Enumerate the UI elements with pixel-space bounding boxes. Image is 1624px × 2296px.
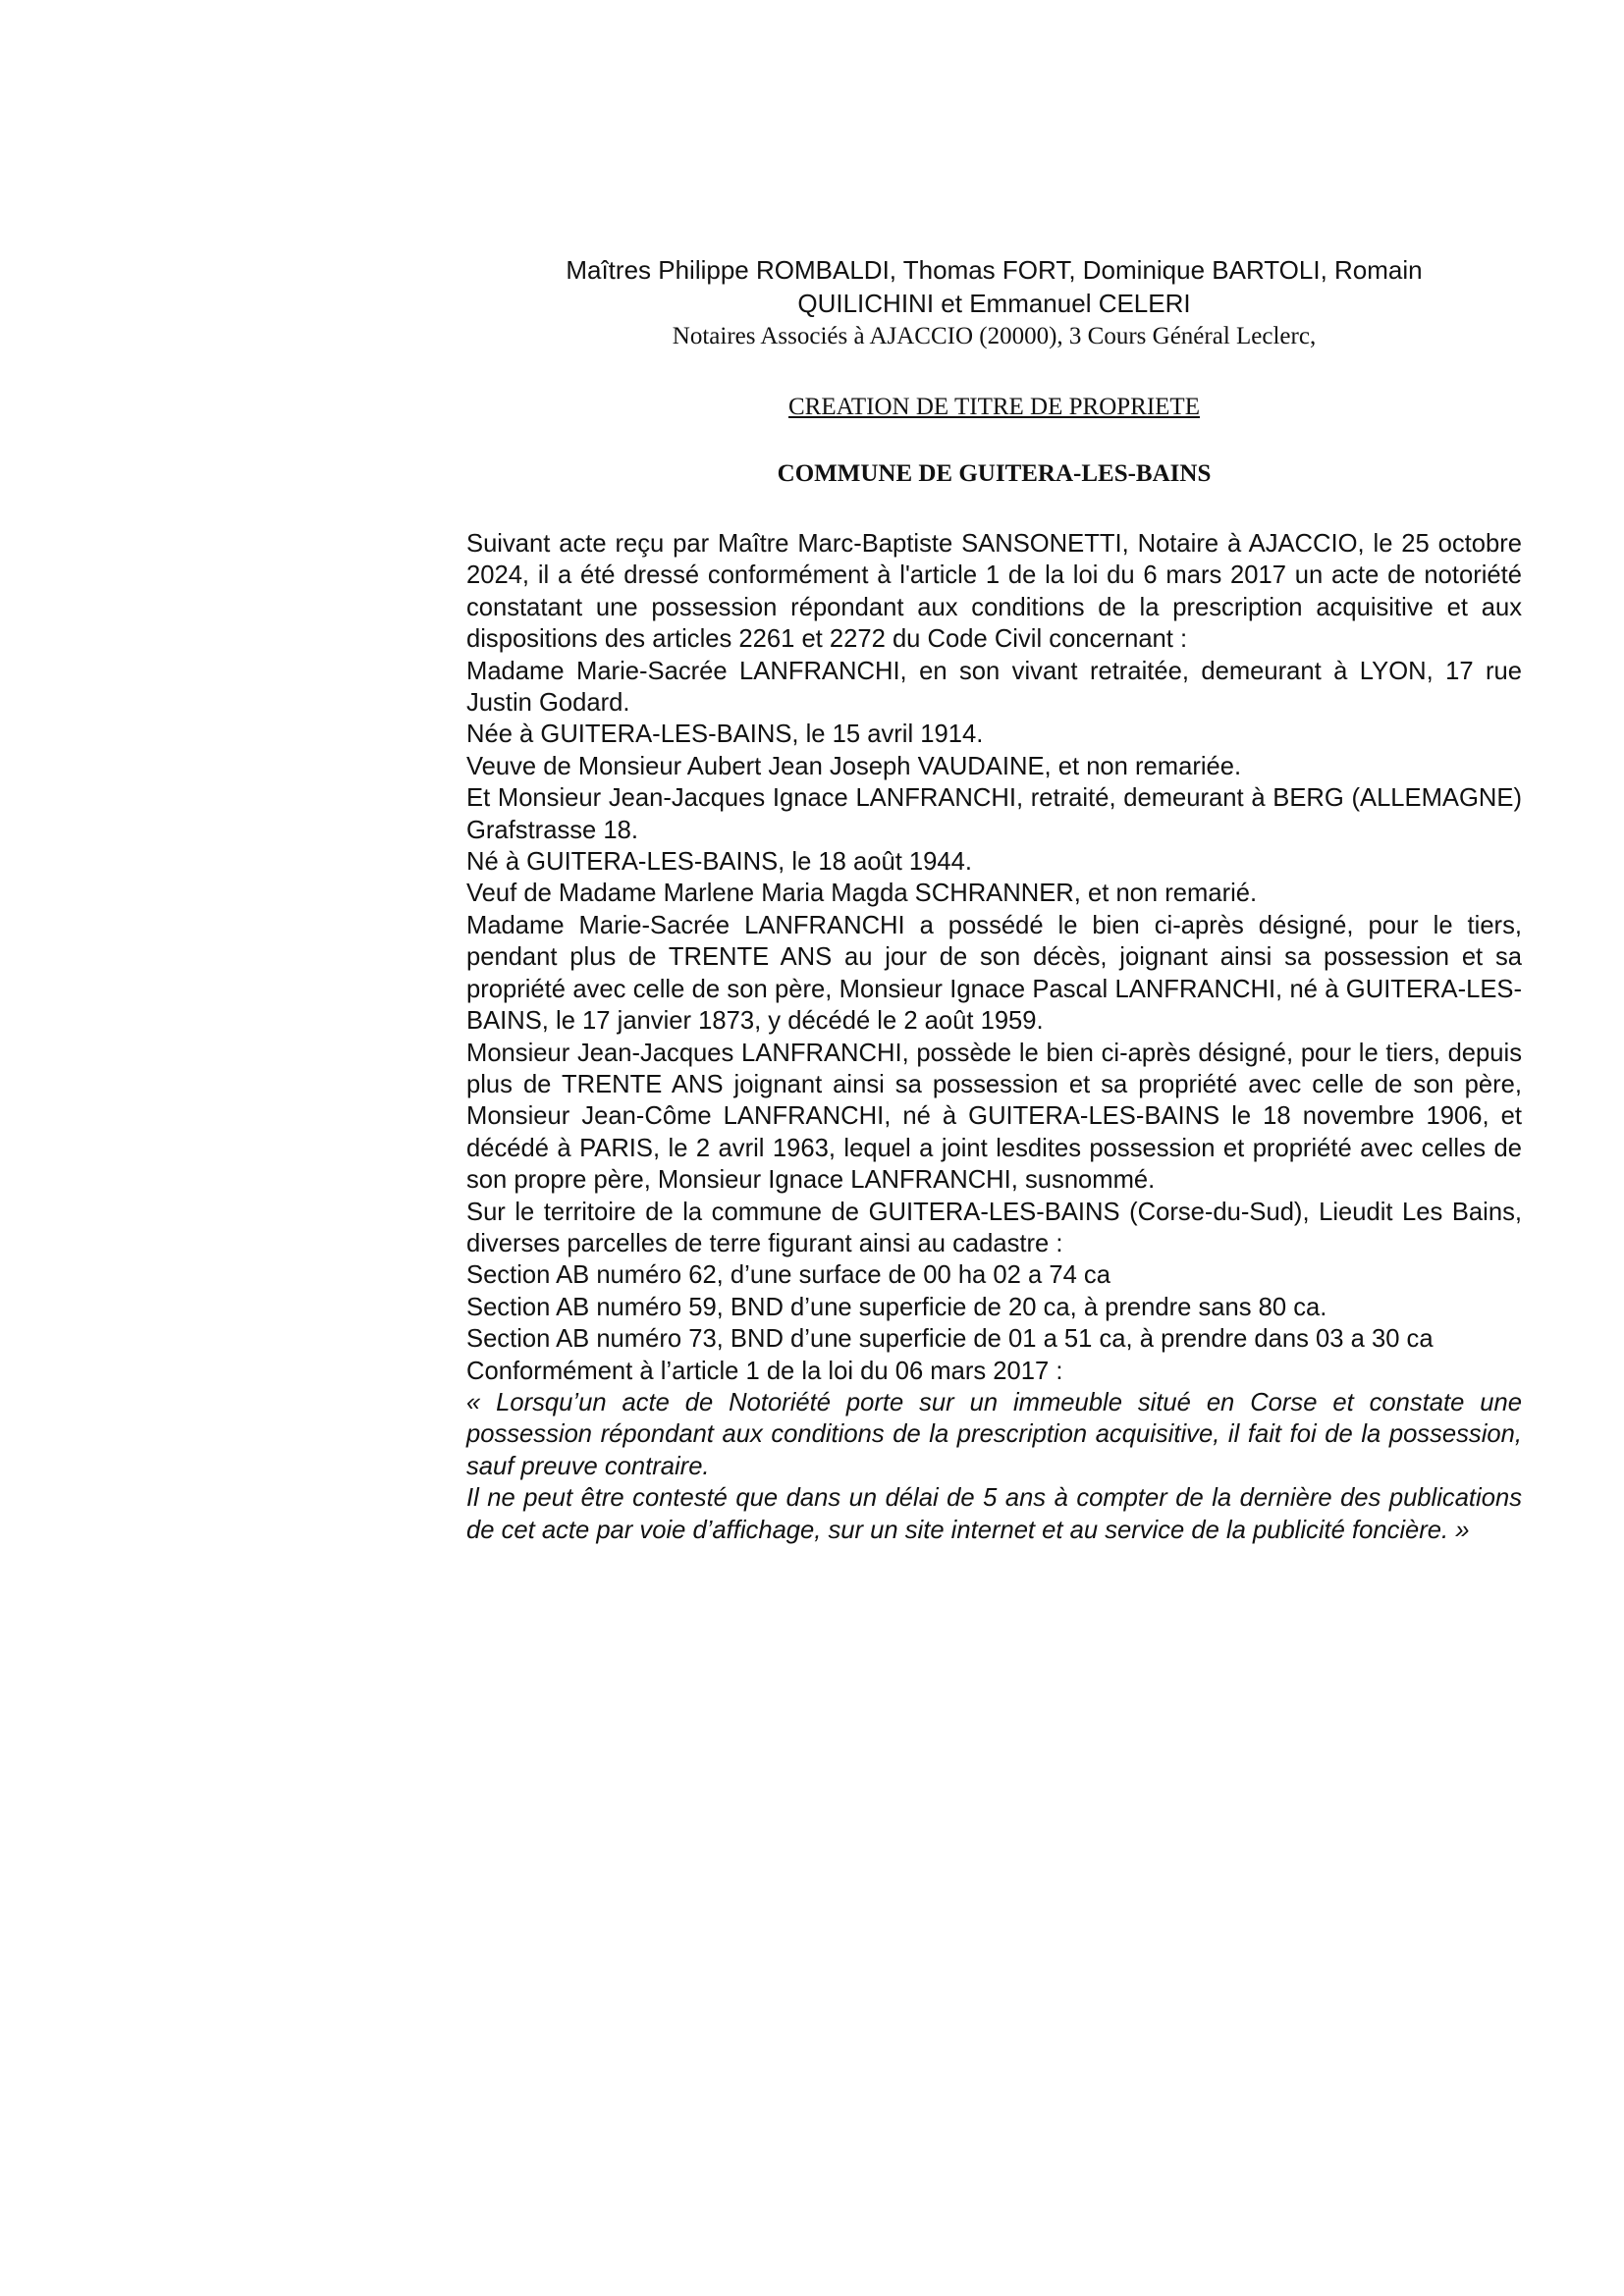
paragraph: Section AB numéro 59, BND d’une superficie de 20 ca, à prendre sans 80 ca.	[466, 1293, 1327, 1321]
paragraph: Section AB numéro 62, d’une surface de 00 ha 02 a 74 ca	[466, 1261, 1110, 1290]
paragraph: Madame Marie-Sacrée LANFRANCHI, en son vivant retraitée, demeurant à LYON, 17 rue Justin Godard.	[466, 657, 1522, 718]
paragraph: Sur le territoire de la commune de GUITERA-LES-BAINS (Corse-du-Sud), Lieudit Les Bains, diverses parcelles de terre figurant ainsi au cadastre :	[466, 1198, 1522, 1257]
paragraph: Monsieur Jean-Jacques LANFRANCHI, possède le bien ci-après désigné, pour le tiers, depuis plus de TRENTE ANS joignant ainsi sa possession et sa propriété avec celle de son père, Monsieur Jean-Côme LANFRANCHI, né à GUITERA-LES-BAINS le 18 novembre 1906, et décédé à PARIS, le 2 avril 1963, lequel a joint lesdites possession et propriété avec celles de son propre père, Monsieur Ignace LANFRANCHI, susnommé.	[466, 1039, 1522, 1195]
law-quote: « Lorsqu’un acte de Notoriété porte sur un immeuble situé en Corse et constate une possession répondant aux conditions de la prescription acquisitive, il fait foi de la possession, sauf preuve contraire.	[466, 1388, 1522, 1480]
document-body	[466, 528, 1522, 1546]
paragraph: Et Monsieur Jean-Jacques Ignace LANFRANCHI, retraité, demeurant à BERG (ALLEMAGNE) Grafstrasse 18.	[466, 784, 1522, 844]
law-quote: Il ne peut être contesté que dans un délai de 5 ans à compter de la dernière des publications de cet acte par voie d’affichage, sur un site internet et au service de la publicité foncière. »	[466, 1484, 1522, 1544]
paragraph: Section AB numéro 73, BND d’une superficie de 01 a 51 ca, à prendre dans 03 a 30 ca	[466, 1325, 1434, 1354]
notaries-names-line-2: QUILICHINI et Emmanuel CELERI	[797, 289, 1191, 318]
document-page	[466, 253, 1522, 1546]
paragraph: Suivant acte reçu par Maître Marc-Baptiste SANSONETTI, Notaire à AJACCIO, le 25 octobre 2024, il a été dressé conformément à l'article 1 de la loi du 6 mars 2017 un acte de notoriété constatant une possession répondant aux conditions de la prescription acquisitive et aux dispositions des articles 2261 et 2272 du Code Civil concernant :	[466, 530, 1522, 654]
paragraph: Veuve de Monsieur Aubert Jean Joseph VAUDAINE, et non remariée.	[466, 752, 1242, 780]
paragraph: Madame Marie-Sacrée LANFRANCHI a possédé le bien ci-après désigné, pour le tiers, pendant plus de TRENTE ANS au jour de son décès, joignant ainsi sa possession et sa propriété avec celle de son père, Monsieur Ignace Pascal LANFRANCHI, né à GUITERA-LES-BAINS, le 17 janvier 1873, y décédé le 2 août 1959.	[466, 911, 1522, 1036]
notaries-names-line-1: Maîtres Philippe ROMBALDI, Thomas FORT, Dominique BARTOLI, Romain	[566, 255, 1423, 285]
paragraph: Né à GUITERA-LES-BAINS, le 18 août 1944.	[466, 848, 972, 877]
paragraph: Veuf de Madame Marlene Maria Magda SCHRANNER, et non remarié.	[466, 880, 1258, 908]
paragraph: Conformément à l’article 1 de la loi du 06 mars 2017 :	[466, 1357, 1063, 1385]
document-title: CREATION DE TITRE DE PROPRIETE	[788, 394, 1200, 420]
paragraph: Née à GUITERA-LES-BAINS, le 15 avril 1914.	[466, 721, 984, 749]
notaries-address: Notaires Associés à AJACCIO (20000), 3 Cours Général Leclerc,	[672, 323, 1317, 349]
commune-title: COMMUNE DE GUITERA-LES-BAINS	[777, 460, 1212, 487]
